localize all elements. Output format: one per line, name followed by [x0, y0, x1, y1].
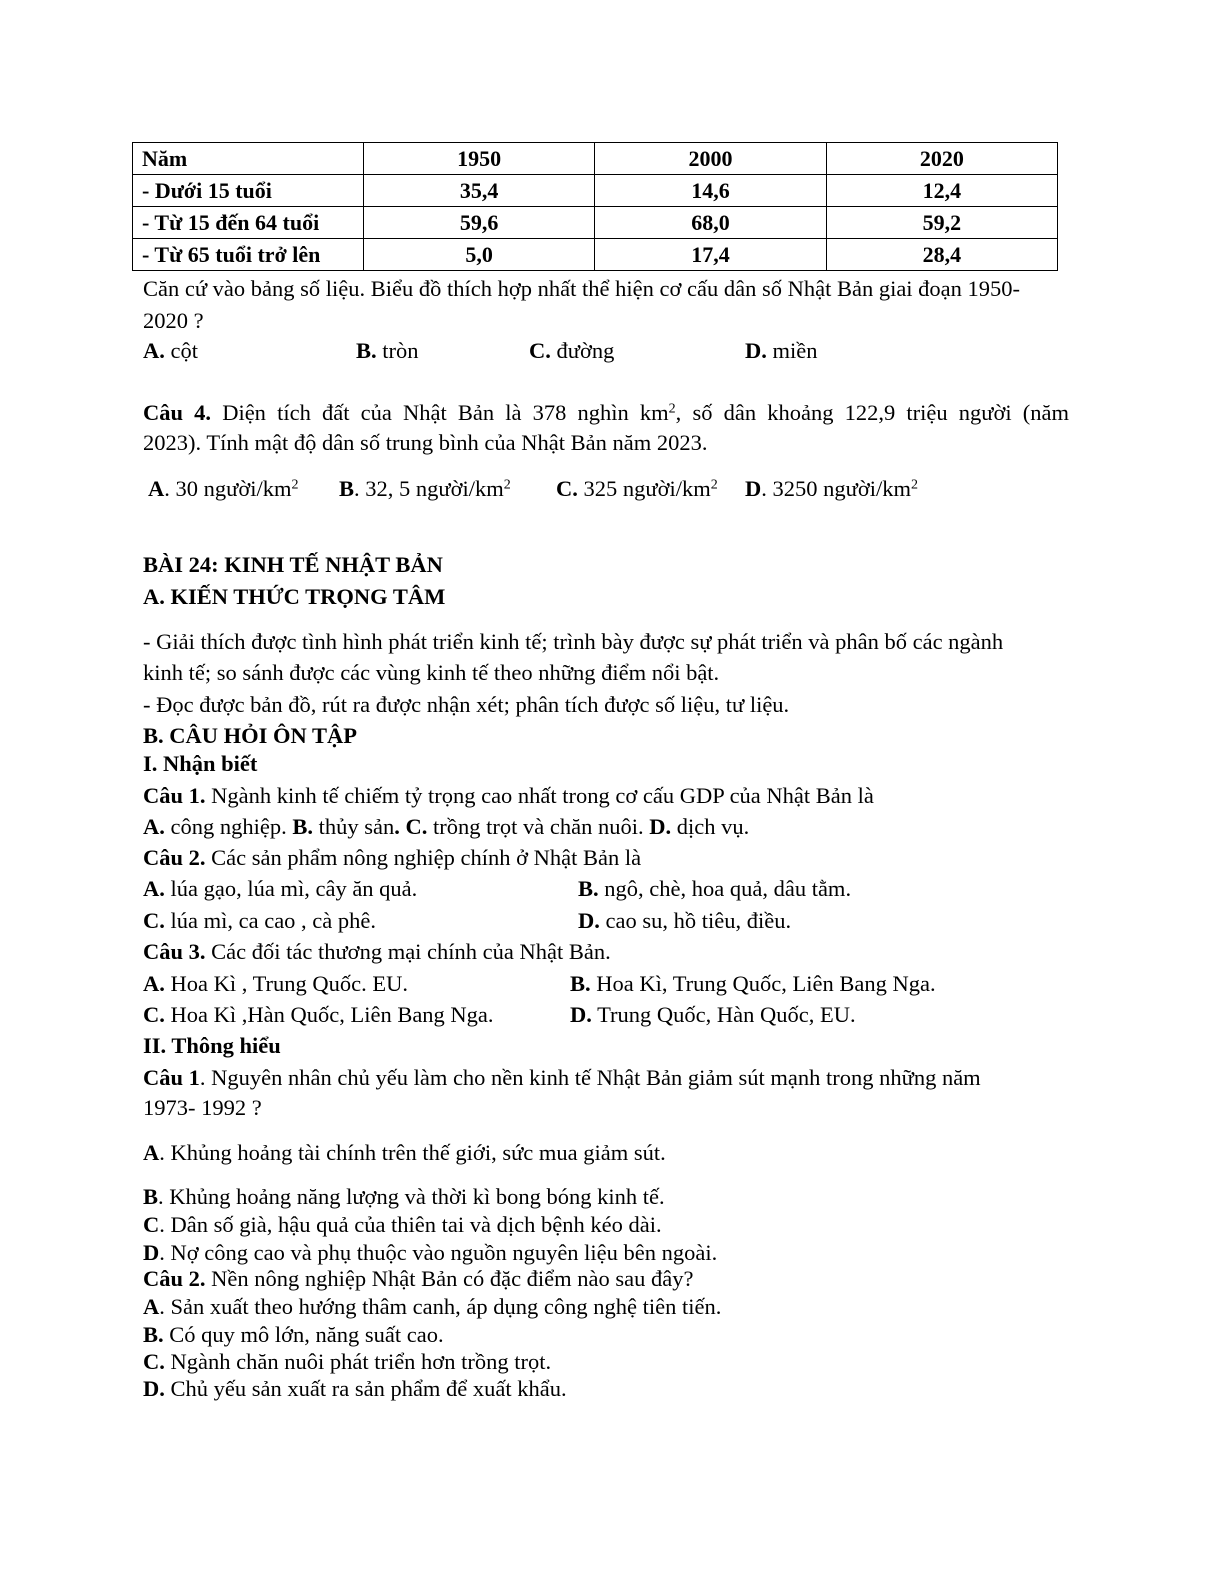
- question-text: Câu 1. Nguyên nhân chủ yếu làm cho nền kinh tế Nhật Bản giảm sút mạnh trong những năm: [143, 1065, 981, 1090]
- question-text: 2023). Tính mật độ dân số trung bình của Nhật Bản năm 2023.: [143, 430, 708, 455]
- table-header-cell: Năm: [133, 143, 364, 175]
- question-text: 1973- 1992 ?: [143, 1095, 262, 1120]
- question-text: Căn cứ vào bảng số liệu. Biểu đồ thích hợp nhất thể hiện cơ cấu dân số Nhật Bản giai đoạn 1950-: [143, 276, 1021, 301]
- question-text: Câu 2. Các sản phẩm nông nghiệp chính ở Nhật Bản là: [143, 845, 642, 870]
- answer-option: C. Hoa Kì ,Hàn Quốc, Liên Bang Nga.: [143, 1002, 494, 1027]
- answer-option: B. ngô, chè, hoa quả, dâu tằm.: [578, 876, 852, 901]
- answer-option: B. Khủng hoảng năng lượng và thời kì bong bóng kinh tế.: [143, 1184, 665, 1209]
- question-text: Câu 2. Nền nông nghiệp Nhật Bản có đặc điểm nào sau đây?: [143, 1266, 694, 1291]
- answer-option: A. Sản xuất theo hướng thâm canh, áp dụng công nghệ tiên tiến.: [143, 1294, 722, 1319]
- answer-option: C. 325 người/$km^2$: [556, 476, 718, 501]
- population-structure-table: [132, 142, 1058, 271]
- table-cell: 59,6: [364, 207, 595, 239]
- answer-option: D. Chủ yếu sản xuất ra sản phẩm để xuất khẩu.: [143, 1376, 567, 1401]
- table-row: [133, 207, 1058, 239]
- answer-option: D. 3250 người/$km^2$: [745, 476, 918, 501]
- table-cell: 17,4: [595, 239, 826, 271]
- table-cell: 28,4: [826, 239, 1057, 271]
- table-cell: - Từ 65 tuổi trở lên: [133, 239, 364, 271]
- section-heading: A. KIẾN THỨC TRỌNG TÂM: [143, 584, 446, 609]
- answer-option: B. Hoa Kì, Trung Quốc, Liên Bang Nga.: [570, 971, 936, 996]
- question-text: Câu 1. Ngành kinh tế chiếm tỷ trọng cao nhất trong cơ cấu GDP của Nhật Bản là: [143, 783, 874, 808]
- table-header-cell: 1950: [364, 143, 595, 175]
- table-cell: 35,4: [364, 175, 595, 207]
- table-header-cell: 2000: [595, 143, 826, 175]
- answer-option: B. Có quy mô lớn, năng suất cao.: [143, 1322, 444, 1347]
- subsection-heading: II. Thông hiểu: [143, 1033, 281, 1058]
- section-heading: B. CÂU HỎI ÔN TẬP: [143, 723, 357, 748]
- answer-option: D. cao su, hồ tiêu, điều.: [578, 908, 792, 933]
- question-text: Câu 3. Các đối tác thương mại chính của Nhật Bản.: [143, 939, 611, 964]
- answer-option: C. đường: [529, 338, 615, 363]
- lesson-title: BÀI 24: KINH TẾ NHẬT BẢN: [143, 552, 443, 577]
- body-text: - Giải thích được tình hình phát triển kinh tế; trình bày được sự phát triển và phân bố các ngành: [143, 629, 1004, 654]
- answer-option: C. lúa mì, ca cao , cà phê.: [143, 908, 377, 933]
- table-header-row: [133, 143, 1058, 175]
- answer-option: C. Dân số già, hậu quả của thiên tai và dịch bệnh kéo dài.: [143, 1212, 662, 1237]
- subsection-heading: I. Nhận biết: [143, 751, 258, 776]
- table-cell: 14,6: [595, 175, 826, 207]
- table-cell: 59,2: [826, 207, 1057, 239]
- table-header-cell: 2020: [826, 143, 1057, 175]
- table-cell: 68,0: [595, 207, 826, 239]
- question-text: Câu 4. Diện tích đất của Nhật Bản là 378 nghìn $km^2$, số dân khoảng 122,9 triệu người (năm: [143, 400, 1069, 425]
- table-row: [133, 175, 1058, 207]
- answer-option: A. Hoa Kì , Trung Quốc. EU.: [143, 971, 409, 996]
- table-cell: 12,4: [826, 175, 1057, 207]
- body-text: kinh tế; so sánh được các vùng kinh tế theo những điểm nổi bật.: [143, 660, 720, 685]
- answer-option: B. 32, 5 người/$km^2$: [339, 476, 511, 501]
- answer-option: A. Khủng hoảng tài chính trên thế giới, sức mua giảm sút.: [143, 1140, 666, 1165]
- table-cell: 5,0: [364, 239, 595, 271]
- answer-option: D. Trung Quốc, Hàn Quốc, EU.: [570, 1002, 856, 1027]
- table-row: [133, 239, 1058, 271]
- answer-options: A. công nghiệp. B. thủy sản. C. trồng trọt và chăn nuôi. D. dịch vụ.: [143, 814, 750, 839]
- answer-option: C. Ngành chăn nuôi phát triển hơn trồng trọt.: [143, 1349, 552, 1374]
- answer-option: A. lúa gạo, lúa mì, cây ăn quả.: [143, 876, 418, 901]
- answer-option: B. tròn: [356, 338, 419, 363]
- table-cell: - Dưới 15 tuổi: [133, 175, 364, 207]
- answer-option: A. cột: [143, 338, 198, 363]
- question-text: 2020 ?: [143, 308, 204, 333]
- answer-option: D. miền: [745, 338, 818, 363]
- answer-option: D. Nợ công cao và phụ thuộc vào nguồn nguyên liệu bên ngoài.: [143, 1240, 718, 1265]
- table-cell: - Từ 15 đến 64 tuổi: [133, 207, 364, 239]
- body-text: - Đọc được bản đồ, rút ra được nhận xét; phân tích được số liệu, tư liệu.: [143, 692, 790, 717]
- answer-option: A. 30 người/$km^2$: [148, 476, 299, 501]
